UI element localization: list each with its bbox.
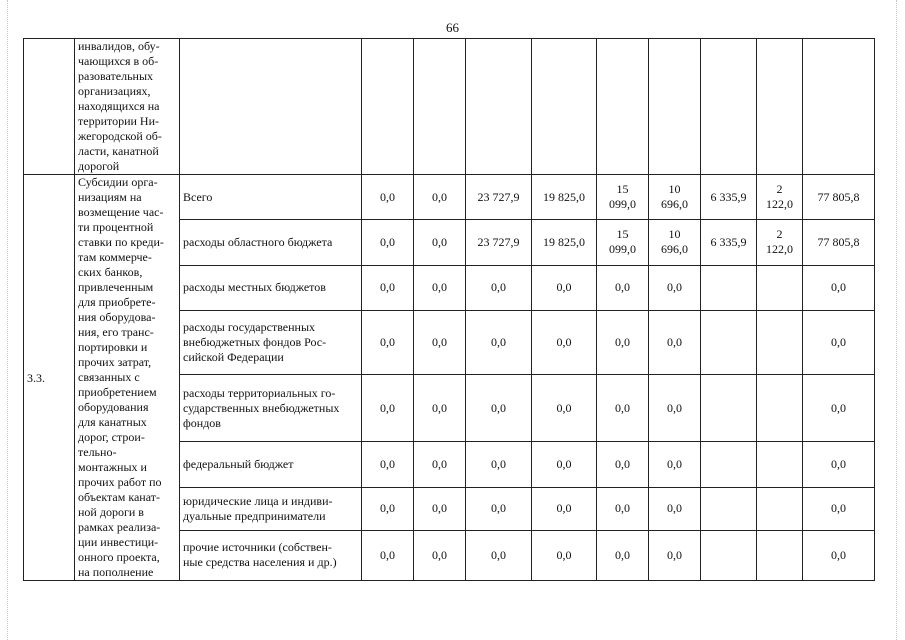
value-cell xyxy=(701,175,757,220)
value-line: 0,0 xyxy=(831,400,846,415)
continued-subject-lines xyxy=(78,39,176,174)
value-line: 0,0 xyxy=(491,547,506,562)
table-body xyxy=(24,39,875,581)
value-line: 0,0 xyxy=(831,547,846,562)
value-cell xyxy=(701,488,757,530)
subject-line: на пополнение xyxy=(78,565,154,579)
value-line: 0,0 xyxy=(556,457,572,472)
value-cell xyxy=(414,175,466,220)
funding-source-line: расходы государственных xyxy=(183,320,316,335)
subject-line: для канатных xyxy=(78,415,147,429)
value-cell xyxy=(701,310,757,374)
value-line: 0,0 xyxy=(831,457,846,472)
value-cell xyxy=(414,310,466,374)
value-cell xyxy=(597,175,649,220)
value-cell xyxy=(532,488,597,530)
value-cell xyxy=(757,220,803,265)
value-cell xyxy=(414,375,466,441)
value-cell xyxy=(414,441,466,487)
value-line: 19 825,0 xyxy=(543,189,585,204)
value-cell xyxy=(414,530,466,580)
value-line: 0,0 xyxy=(380,547,395,562)
value-cell xyxy=(466,220,532,265)
value-line: 77 805,8 xyxy=(817,234,860,249)
value-line: 0,0 xyxy=(432,501,447,516)
funding-source-line: Всего xyxy=(183,189,213,204)
value-cell xyxy=(362,175,414,220)
value-line: 0,0 xyxy=(667,335,682,350)
funding-source xyxy=(180,175,362,220)
value-cell xyxy=(757,375,803,441)
page-number: 66 xyxy=(446,20,459,35)
value-cell xyxy=(649,441,701,487)
value-line: 696,0 xyxy=(661,197,688,212)
subject-line: оборудования xyxy=(78,400,149,414)
value-line: 0,0 xyxy=(432,400,447,415)
subject-line: чающихся в об- xyxy=(78,54,159,68)
value-line: 10 xyxy=(668,227,681,242)
value-line: 0,0 xyxy=(491,400,506,415)
value-line: 0,0 xyxy=(831,335,846,350)
value-cell xyxy=(649,488,701,530)
value-cell xyxy=(532,441,597,487)
value-cell xyxy=(362,310,414,374)
value-line: 122,0 xyxy=(766,242,793,257)
value-line: 0,0 xyxy=(491,280,506,295)
value-line: 19 825,0 xyxy=(543,234,585,249)
funding-source-line: расходы местных бюджетов xyxy=(183,280,326,295)
value-cell xyxy=(649,175,701,220)
value-line: 6 335,9 xyxy=(710,234,747,249)
value-cell xyxy=(649,265,701,310)
value-line: 0,0 xyxy=(556,400,572,415)
value-cell xyxy=(597,310,649,374)
value-line: 0,0 xyxy=(432,457,447,472)
value-cell xyxy=(803,310,875,374)
subject-line: тельно- xyxy=(78,445,117,459)
subject-line: ти процентной xyxy=(78,220,154,234)
value-cell xyxy=(597,220,649,265)
subject-line: там коммерче- xyxy=(78,250,152,264)
subject-line: для приобрете- xyxy=(78,295,156,309)
funding-source xyxy=(180,220,362,265)
item-number-cell-empty xyxy=(24,39,75,175)
value-line: 23 727,9 xyxy=(477,234,520,249)
value-line: 0,0 xyxy=(831,501,846,516)
subject-line: ции инвестици- xyxy=(78,535,159,549)
funding-source xyxy=(180,375,362,441)
value-cell xyxy=(362,530,414,580)
value-cell xyxy=(597,375,649,441)
value-line: 15 xyxy=(616,227,629,242)
value-line: 0,0 xyxy=(831,280,846,295)
value-cell xyxy=(414,220,466,265)
subject-line: ной дороги в xyxy=(78,505,144,519)
funding-source-line: расходы территориальных го- xyxy=(183,385,336,400)
value-line: 0,0 xyxy=(380,501,395,516)
value-cell xyxy=(532,530,597,580)
subject-line: возмещение час- xyxy=(78,205,164,219)
value-cell xyxy=(649,375,701,441)
continued-row xyxy=(24,39,875,175)
value-line: 0,0 xyxy=(556,501,572,516)
subject-line: Субсидии орга- xyxy=(78,175,158,189)
value-cell xyxy=(597,530,649,580)
value-cell xyxy=(466,530,532,580)
value-cell xyxy=(701,220,757,265)
funding-source-line: прочие источники (собствен- xyxy=(183,540,332,555)
value-cell xyxy=(803,175,875,220)
value-line: 6 335,9 xyxy=(710,189,747,204)
value-line: 0,0 xyxy=(615,280,630,295)
value-cell xyxy=(362,488,414,530)
funding-source xyxy=(180,310,362,374)
subject-line: ния, его транс- xyxy=(78,325,154,339)
subject-line: прочих работ по xyxy=(78,475,162,489)
value-cell xyxy=(757,488,803,530)
subject-line: ния оборудова- xyxy=(78,310,156,324)
value-line: 0,0 xyxy=(432,189,447,204)
subject-line: находящихся на xyxy=(78,99,160,113)
value-line: 0,0 xyxy=(432,234,447,249)
subject-line: низациям на xyxy=(78,190,142,204)
subject-line: монтажных и xyxy=(78,460,147,474)
value-line: 0,0 xyxy=(556,280,572,295)
value-line: 099,0 xyxy=(609,197,636,212)
value-cell xyxy=(597,441,649,487)
subject-line: жегородской об- xyxy=(78,129,162,143)
value-cell xyxy=(803,488,875,530)
funding-source-line: юридические лица и индиви- xyxy=(183,493,333,508)
continued-subject xyxy=(75,39,180,175)
value-cell xyxy=(362,220,414,265)
scan-edge-left xyxy=(7,0,9,640)
subject-line: онного проекта, xyxy=(78,550,160,564)
subject-line: портировки и xyxy=(78,340,148,354)
value-line: 0,0 xyxy=(556,547,572,562)
value-cell xyxy=(803,530,875,580)
subject-line: организациях, xyxy=(78,84,151,98)
value-cell xyxy=(701,265,757,310)
value-cell xyxy=(532,310,597,374)
item-subject xyxy=(75,175,180,581)
value-line: 0,0 xyxy=(615,457,630,472)
value-line: 0,0 xyxy=(615,547,630,562)
funding-source-line: ные средства населения и др.) xyxy=(183,555,337,570)
value-cell xyxy=(597,488,649,530)
funding-source-line: фондов xyxy=(183,415,221,430)
subject-line: дорогой xyxy=(78,159,120,173)
value-cell xyxy=(757,310,803,374)
value-line: 0,0 xyxy=(667,501,682,516)
value-cell xyxy=(701,375,757,441)
value-line: 0,0 xyxy=(432,335,447,350)
value-cell xyxy=(803,265,875,310)
subject-line: объектам канат- xyxy=(78,490,160,504)
subject-line: рамках реализа- xyxy=(78,520,161,534)
funding-source xyxy=(180,530,362,580)
value-line: 0,0 xyxy=(380,280,395,295)
subject-line: территории Ни- xyxy=(78,114,160,128)
value-cell xyxy=(466,441,532,487)
value-cell xyxy=(803,441,875,487)
value-cell xyxy=(532,175,597,220)
table-row xyxy=(24,175,875,220)
value-cell xyxy=(466,310,532,374)
subject-line: инвалидов, обу- xyxy=(78,39,160,53)
value-line: 0,0 xyxy=(667,400,682,415)
subject-line: ставки по креди- xyxy=(78,235,164,249)
value-cell xyxy=(803,220,875,265)
value-cell xyxy=(362,375,414,441)
subject-line: ских банков, xyxy=(78,265,143,279)
subject-line: разовательных xyxy=(78,69,154,83)
value-line: 0,0 xyxy=(380,335,395,350)
value-line: 0,0 xyxy=(667,280,682,295)
value-line: 0,0 xyxy=(380,457,395,472)
value-cell xyxy=(414,265,466,310)
value-line: 0,0 xyxy=(491,335,506,350)
value-line: 15 xyxy=(616,182,629,197)
value-cell xyxy=(597,265,649,310)
value-line: 23 727,9 xyxy=(477,189,520,204)
funding-source xyxy=(180,488,362,530)
funding-source-line: дуальные предприниматели xyxy=(183,508,326,523)
value-cell xyxy=(532,375,597,441)
subject-line: ласти, канатной xyxy=(78,144,159,158)
value-cell xyxy=(414,488,466,530)
value-line: 099,0 xyxy=(609,242,636,257)
value-line: 0,0 xyxy=(615,335,630,350)
value-cell xyxy=(701,441,757,487)
funding-source xyxy=(180,265,362,310)
value-cell xyxy=(532,220,597,265)
scan-edge-right xyxy=(896,0,898,640)
value-line: 0,0 xyxy=(667,547,682,562)
value-cell xyxy=(757,441,803,487)
value-line: 0,0 xyxy=(615,501,630,516)
subject-line: связанных с xyxy=(78,370,140,384)
value-cell xyxy=(466,375,532,441)
value-cell xyxy=(362,265,414,310)
value-cell xyxy=(803,375,875,441)
value-line: 0,0 xyxy=(380,189,395,204)
value-cell xyxy=(649,220,701,265)
value-line: 77 805,8 xyxy=(817,189,860,204)
value-line: 0,0 xyxy=(380,400,395,415)
subject-line: прочих затрат, xyxy=(78,355,152,369)
value-cell xyxy=(362,441,414,487)
value-cell xyxy=(757,175,803,220)
funding-source-line: расходы областного бюджета xyxy=(183,234,333,249)
value-cell xyxy=(649,530,701,580)
value-line: 0,0 xyxy=(491,501,506,516)
funding-source-line: федеральный бюджет xyxy=(183,457,294,472)
funding-source-line: сударственных внебюджетных xyxy=(183,400,340,415)
value-cell xyxy=(466,175,532,220)
value-line: 0,0 xyxy=(380,234,395,249)
funding-source-line: сийской Федерации xyxy=(183,350,284,365)
value-line: 2 xyxy=(776,182,783,197)
value-line: 0,0 xyxy=(432,547,447,562)
value-line: 0,0 xyxy=(615,400,630,415)
value-cell xyxy=(757,530,803,580)
value-cell xyxy=(532,265,597,310)
value-cell xyxy=(466,265,532,310)
subject-line: приобретением xyxy=(78,385,157,399)
value-line: 10 xyxy=(668,182,681,197)
value-line: 0,0 xyxy=(491,457,506,472)
funding-source-line: внебюджетных фондов Рос- xyxy=(183,335,327,350)
value-line: 2 xyxy=(776,227,783,242)
value-cell xyxy=(466,488,532,530)
value-cell xyxy=(757,265,803,310)
funding-source xyxy=(180,441,362,487)
value-line: 0,0 xyxy=(667,457,682,472)
value-cell xyxy=(701,530,757,580)
budget-table xyxy=(23,38,875,581)
value-line: 122,0 xyxy=(766,197,793,212)
value-cell xyxy=(649,310,701,374)
subject-line: привлеченным xyxy=(78,280,154,294)
value-line: 696,0 xyxy=(661,242,688,257)
value-line: 0,0 xyxy=(556,335,572,350)
subject-line: дорог, строи- xyxy=(78,430,145,444)
item-number: 3.3. xyxy=(24,175,75,581)
value-line: 0,0 xyxy=(432,280,447,295)
